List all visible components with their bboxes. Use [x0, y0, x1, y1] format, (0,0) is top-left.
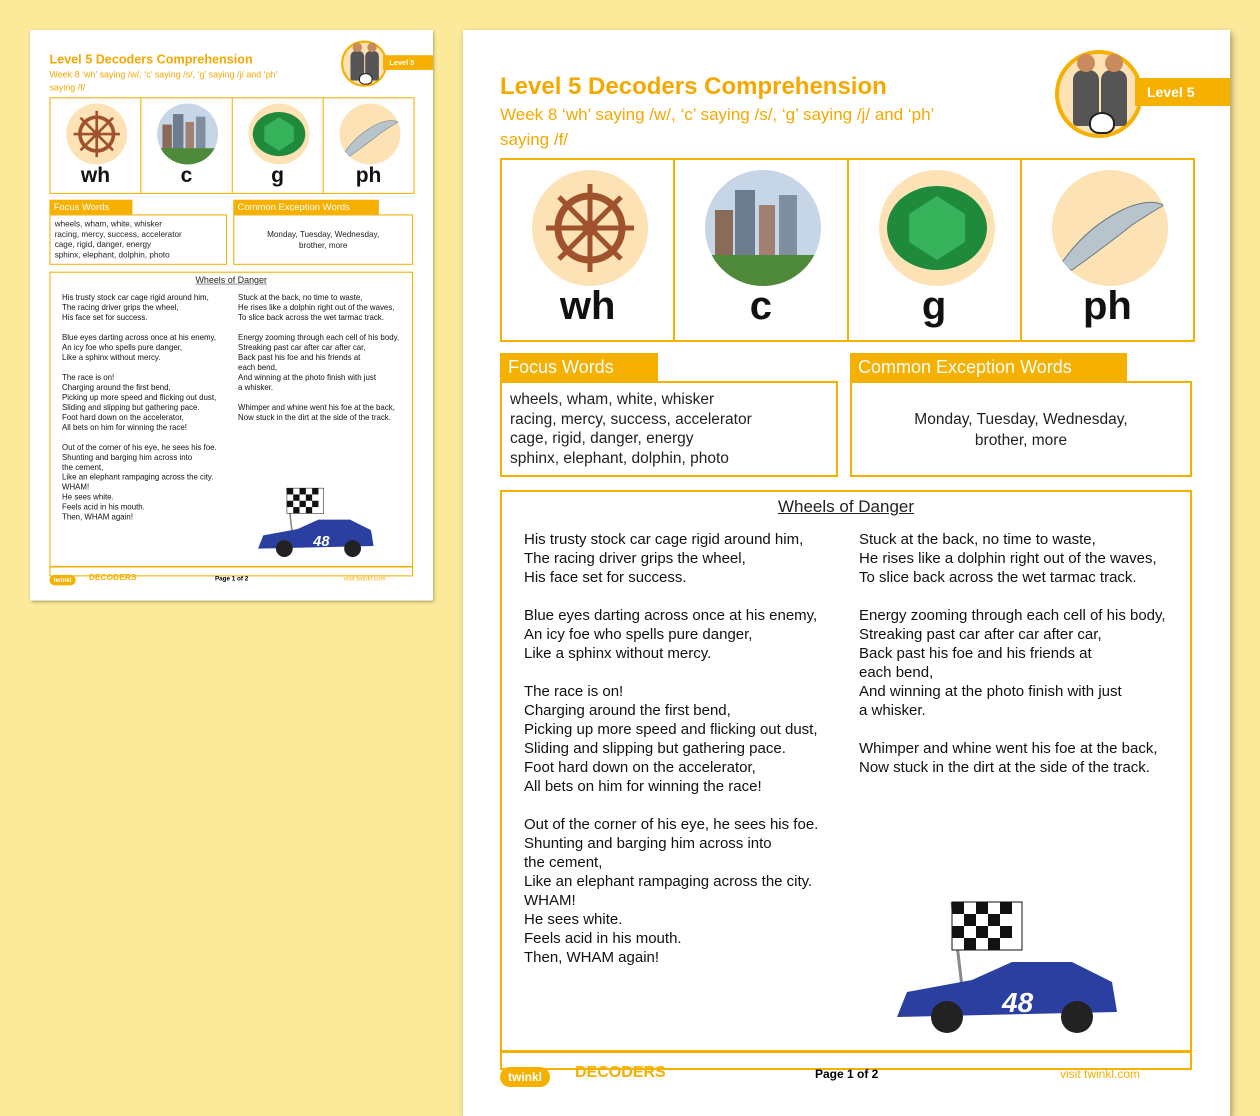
exception-words-line: Monday, Tuesday, Wednesday,: [914, 411, 1128, 428]
footer-url[interactable]: visit twinkl.com: [343, 574, 386, 583]
ship-wheel-icon: [532, 170, 648, 286]
city-icon: [157, 104, 218, 165]
focus-words-line: sphinx, elephant, dolphin, photo: [54, 250, 170, 260]
page-title: Level 5 Decoders Comprehension: [500, 73, 887, 100]
grapheme-label: wh: [80, 163, 111, 187]
grapheme-label: wh: [559, 284, 616, 328]
focus-words-line: sphinx, elephant, dolphin, photo: [510, 449, 729, 467]
focus-words-line: cage, rigid, danger, energy: [510, 430, 694, 447]
focus-words-line: racing, mercy, success, accelerator: [54, 229, 182, 239]
page-number: Page 1 of 2: [214, 574, 249, 583]
exception-words-heading: Common Exception Words: [233, 200, 379, 215]
city-icon: [705, 170, 821, 286]
level-badge: Level 5: [383, 55, 433, 70]
focus-words-heading: Focus Words: [500, 353, 658, 381]
poem-right-column: Stuck at the back, no time to waste, He rises like a dolphin right out of the waves, To slice back across the wet tarmac track. Energy zooming through each cell of his body, Streaking past car after car after car, Back past his foe and his friends at each bend, And winning at the photo finish with just a whisker. Whimper and whine went his foe at the back, Now stuck in the dirt at the side of the track.: [859, 531, 1166, 776]
poem-box: [500, 490, 1192, 1070]
focus-words-line: cage, rigid, danger, energy: [54, 240, 152, 250]
grapheme-label: ph: [355, 163, 382, 187]
decoders-mascot-icon: [341, 41, 387, 87]
poem-box: [49, 272, 413, 577]
page-footer: [49, 566, 413, 594]
level-badge: Level 5: [1135, 78, 1230, 106]
ship-wheel-icon: [66, 104, 127, 165]
grapheme-cell: [233, 98, 324, 193]
gem-icon: [879, 170, 995, 286]
exception-words-box: [233, 214, 413, 264]
focus-words-heading: Focus Words: [49, 200, 132, 215]
grapheme-cell: [675, 160, 848, 340]
dolphin-icon: [1052, 170, 1168, 286]
worksheet-page-preview-small: [30, 30, 433, 601]
focus-words-line: racing, mercy, success, accelerator: [510, 410, 752, 428]
grapheme-label: c: [749, 284, 772, 328]
grapheme-table: [500, 158, 1195, 342]
dolphin-icon: [339, 104, 400, 165]
exception-words-box: [850, 381, 1192, 477]
grapheme-table: [49, 97, 414, 194]
grapheme-label: ph: [1082, 284, 1132, 328]
page-footer: [500, 1050, 1192, 1103]
exception-words-line: Monday, Tuesday, Wednesday,: [267, 230, 380, 240]
grapheme-cell: [1022, 160, 1193, 340]
page-number: Page 1 of 2: [815, 1067, 879, 1081]
grapheme-label: c: [180, 163, 193, 187]
decoders-logo: DECODERS: [575, 1064, 666, 1081]
grapheme-cell: [324, 98, 414, 193]
grapheme-label: g: [921, 284, 947, 328]
page-subtitle: Week 8 ‘wh’ saying /w/, ‘c’ saying /s/, ‘g’ saying /j/ and ‘ph’ saying /f/: [500, 105, 934, 149]
grapheme-cell: [50, 98, 141, 193]
decoders-logo: DECODERS: [88, 573, 137, 583]
svg-text:48: 48: [1002, 987, 1034, 1018]
exception-words-line: brother, more: [298, 241, 348, 251]
poem-title: Wheels of Danger: [777, 497, 915, 516]
grapheme-label: g: [271, 163, 284, 187]
race-car-illustration: [892, 892, 1122, 1042]
poem-right-column: Stuck at the back, no time to waste, He rises like a dolphin right out of the waves, To slice back across the wet tarmac track. Energy zooming through each cell of his body, Streaking past car after car after car, Back past his foe and his friends at each bend, And winning at the photo finish with just a whisker. Whimper and whine went his foe at the back, Now stuck in the dirt at the side of the track.: [238, 293, 400, 422]
focus-words-box: [49, 214, 227, 264]
page-subtitle: Week 8 ‘wh’ saying /w/, ‘c’ saying /s/, ‘g’ saying /j/ and ‘ph’ saying /f/: [49, 69, 278, 93]
gem-icon: [248, 104, 309, 165]
twinkl-logo: twinkl: [500, 1067, 550, 1087]
poem-left-column: His trusty stock car cage rigid around him, The racing driver grips the wheel, His face set for success. Blue eyes darting across once at his enemy, An icy foe who spells pure danger, Like a sphinx without mercy. The race is on! Charging around the first bend, Picking up more speed and flicking out dust, Sliding and slipping but gathering pace. Foot hard down on the accelerator, All bets on him for winning the race! Out of the corner of his eye, he sees his foe. Shunting and barging him across into the cement, Like an elephant rampaging across the city. WHAM! He sees white. Feels acid in his mouth. Then, WHAM again!: [62, 293, 217, 522]
grapheme-cell: [849, 160, 1022, 340]
svg-text:48: 48: [313, 533, 330, 550]
focus-words-line: wheels, wham, white, whisker: [510, 391, 715, 408]
poem-title: Wheels of Danger: [195, 275, 267, 286]
worksheet-page-preview-large: [463, 30, 1230, 1116]
decoders-mascot-icon: [1055, 50, 1143, 138]
focus-words-line: wheels, wham, white, whisker: [54, 219, 162, 229]
grapheme-cell: [502, 160, 675, 340]
exception-words-heading: Common Exception Words: [850, 353, 1127, 381]
grapheme-cell: [142, 98, 233, 193]
race-car-illustration: [255, 483, 376, 562]
focus-words-box: [500, 381, 838, 477]
exception-words-line: brother, more: [974, 432, 1068, 449]
footer-url[interactable]: visit twinkl.com: [1060, 1067, 1141, 1081]
poem-left-column: His trusty stock car cage rigid around him, The racing driver grips the wheel, His face set for success. Blue eyes darting across once at his enemy, An icy foe who spells pure danger, Like a sphinx without mercy. The race is on! Charging around the first bend, Picking up more speed and flicking out dust, Sliding and slipping but gathering pace. Foot hard down on the accelerator, All bets on him for winning the race! Out of the corner of his eye, he sees his foe. Shunting and barging him across into the cement, Like an elephant rampaging across the city. WHAM! He sees white. Feels acid in his mouth. Then, WHAM again!: [524, 531, 819, 966]
twinkl-logo: twinkl: [49, 575, 75, 586]
page-title: Level 5 Decoders Comprehension: [49, 52, 253, 67]
